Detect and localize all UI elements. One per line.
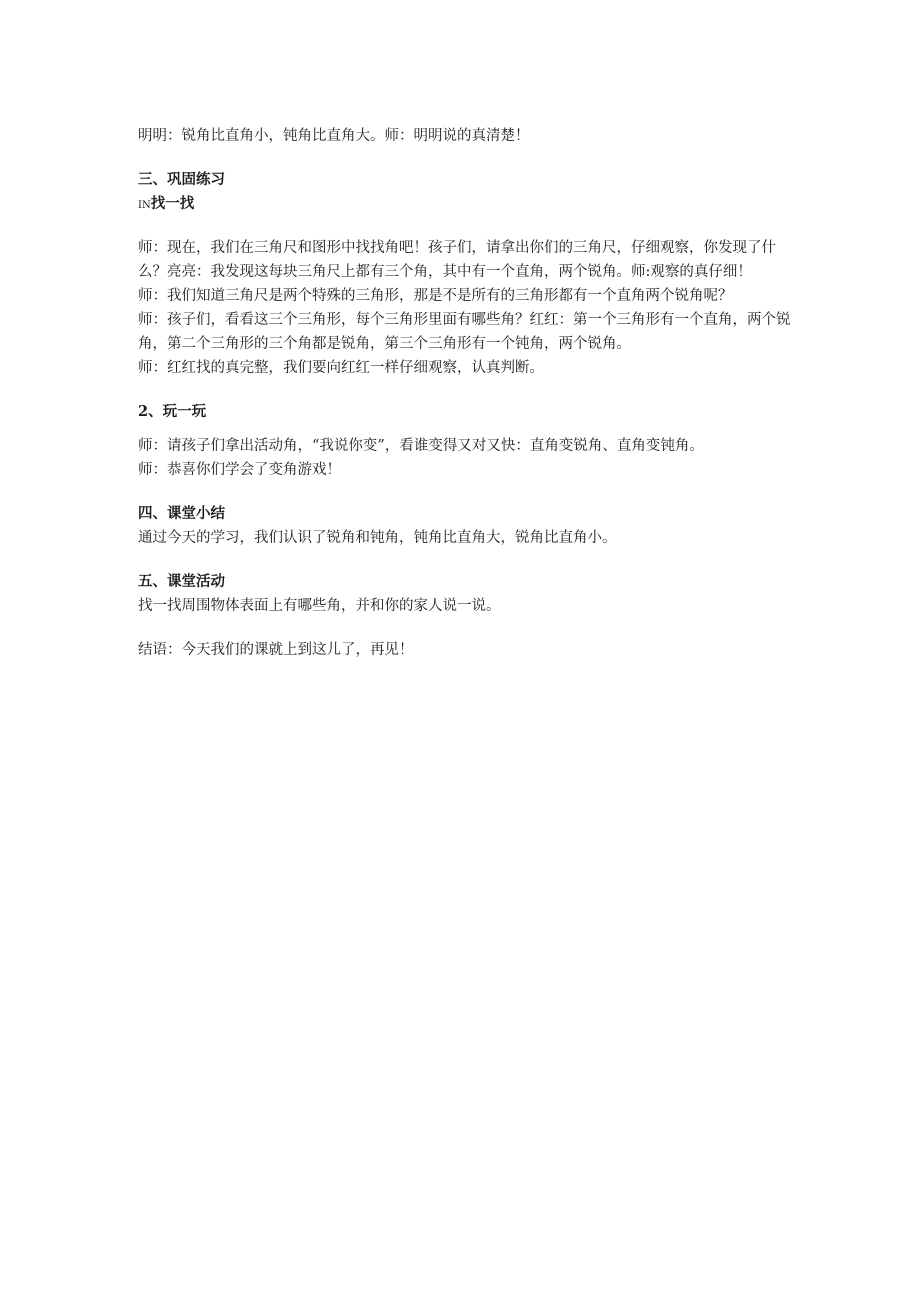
section3-paragraph-1: 师：现在，我们在三角尺和图形中找找角吧！孩子们，请拿出你们的三角尺，仔细观察，你发现了什么？亮亮：我发现这每块三角尺上都有三个角，其中有一个直角，两个锐角。师:观察的真仔细！	[138, 240, 776, 280]
section3-paragraph-6: 师：恭喜你们学会了变角游戏！	[138, 462, 341, 478]
section3-paragraph-4: 师：红红找的真完整，我们要向红红一样仔细观察，认真判断。	[138, 360, 544, 376]
closing-paragraph: 结语：今天我们的课就上到这儿了，再见！	[138, 642, 414, 658]
section3-heading: 三、巩固练习	[138, 171, 225, 188]
section4-text: 通过今天的学习，我们认识了锐角和钝角，钝角比直角大，锐角比直角小。	[138, 530, 617, 546]
section3-sub1-heading	[138, 192, 798, 218]
section3-sub1-title: 找一找	[150, 195, 195, 212]
section4-heading: 四、课堂小结	[138, 505, 225, 522]
section3-paragraph-2: 师：我们知道三角尺是两个特殊的三角形，那是不是所有的三角形都有一个直角两个锐角呢？	[138, 288, 733, 304]
section5-text: 找一找周围物体表面上有哪些角，并和你的家人说一说。	[138, 598, 501, 614]
section3-paragraph-5: 师：请孩子们拿出活动角，“我说你变”，看谁变得又对又快：直角变锐角、直角变钝角。	[138, 438, 704, 454]
section5-heading: 五、课堂活动	[138, 573, 225, 590]
section3-sub2-heading: 2、玩一玩	[138, 403, 207, 420]
intro-paragraph: 明明：锐角比直角小，钝角比直角大。师：明明说的真清楚！	[138, 128, 530, 144]
list-marker: IN	[138, 200, 151, 211]
section3-paragraph-3: 师：孩子们，看看这三个三角形，每个三角形里面有哪些角？红红：第一个三角形有一个直角，两个锐角，第二个三角形的三个角都是锐角，第三个三角形有一个钝角，两个锐角。	[138, 312, 791, 352]
document-body	[138, 124, 798, 662]
